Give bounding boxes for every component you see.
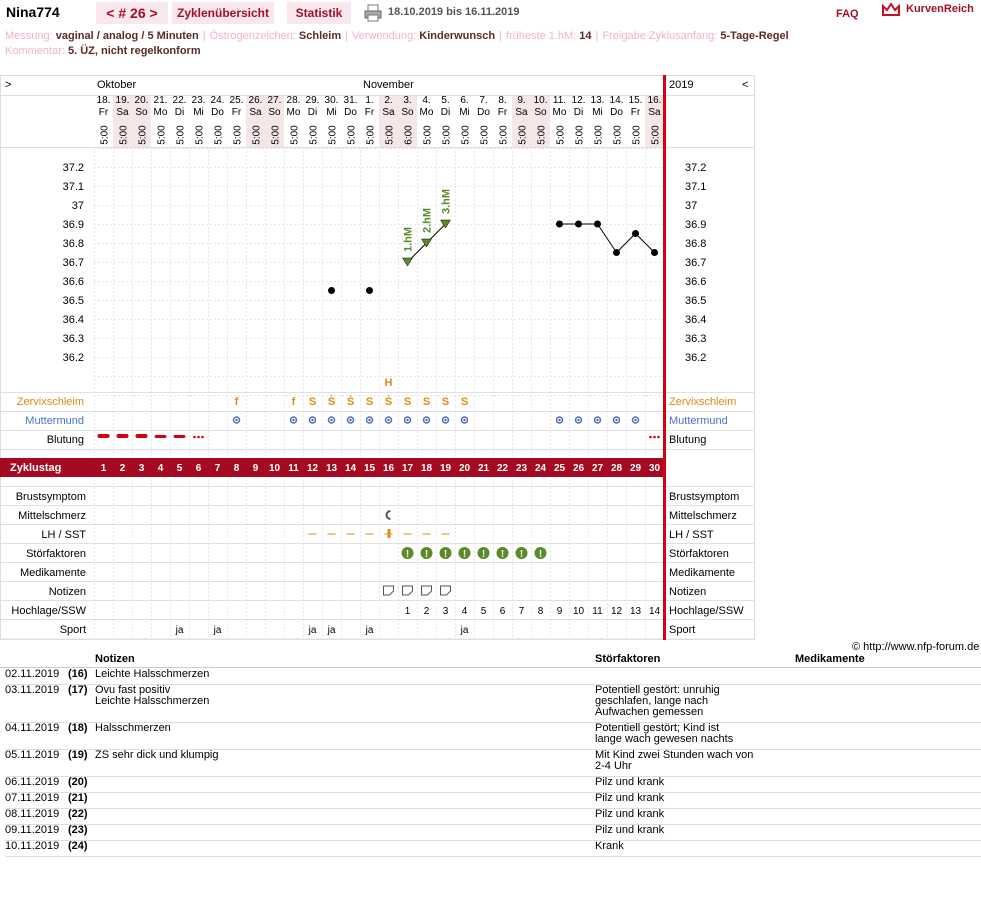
note-date: 04.11.2019 (5, 722, 60, 734)
notes-row (5, 723, 981, 750)
day-date: 3. (403, 95, 412, 106)
hochlage-value: 4 (461, 606, 468, 617)
notes-row (5, 841, 981, 857)
cervix-value: Ṡ (346, 396, 355, 408)
day-date: 7. (479, 95, 488, 106)
row-label-zervix: Zervixschleim (16, 396, 84, 408)
day-weekday: Sa (648, 107, 661, 118)
note-cycle-day: (22) (68, 808, 88, 820)
note-text: ZS sehr dick und klumpig (95, 749, 219, 761)
day-weekday: Mo (286, 107, 301, 118)
row-label-stoer: Störfaktoren (26, 548, 86, 560)
month-label: Oktober (97, 79, 137, 91)
hm-label: 1.hM (402, 226, 415, 252)
cervix-value: f (234, 396, 239, 408)
hochlage-value: 5 (480, 606, 487, 617)
medi-header: Medikamente (795, 653, 865, 665)
day-time: 5:00 (460, 125, 472, 145)
cycle-day-number: 16 (382, 463, 395, 474)
username: Nina774 (6, 4, 60, 20)
temp-tick: 37.1 (685, 181, 707, 193)
day-time: 5:00 (194, 125, 206, 145)
crown-logo-icon[interactable] (881, 2, 901, 21)
nav-prev: > (5, 79, 12, 91)
note-cycle-day: (24) (68, 840, 88, 852)
cycle-day-number: 17 (401, 463, 414, 474)
day-time: 5:00 (346, 125, 358, 145)
temp-tick: 37.2 (685, 162, 707, 174)
note-cycle-day: (16) (68, 668, 88, 680)
temp-tick: 37 (71, 200, 84, 212)
note-cycle-day: (18) (68, 722, 88, 734)
day-date: 29. (305, 95, 320, 106)
cycle-info: Messung: vaginal / analog / 5 Minuten | Östrogenzeichen: Schleim | Verwendung: Kinderwunsch | früheste 1.hM: 14 | Freigabe Zyklusanfang: 5-Tage-Regel Kommentar: 5. ÜZ, nicht regelkonform (5, 30, 789, 57)
logo-text[interactable]: KurvenReich (906, 3, 974, 15)
note-stoer: Potentiell gestört: unruhig geschlafen, lange nach Aufwachen gemessen (595, 684, 720, 718)
temp-tick: 36.8 (62, 238, 84, 250)
row-label-medi: Medikamente (19, 567, 86, 579)
note-date: 05.11.2019 (5, 749, 60, 761)
cycle-day-number: 2 (119, 463, 126, 474)
cycle-day-number: 6 (195, 463, 202, 474)
day-weekday: Mo (419, 107, 434, 118)
day-weekday: Mi (193, 107, 204, 118)
day-weekday: Fr (364, 107, 375, 118)
cycle-day-number: 19 (439, 463, 452, 474)
day-time: 5:00 (308, 125, 320, 145)
cervix-value: S (441, 396, 450, 408)
note-stoer: Pilz und krank (595, 776, 665, 788)
temp-tick: 36.5 (62, 295, 84, 307)
cervix-value: f (291, 396, 296, 408)
day-date: 28. (286, 95, 301, 106)
date-range: 18.10.2019 bis 16.11.2019 (388, 6, 520, 18)
day-time: 5:00 (251, 125, 263, 145)
day-time: 5:00 (650, 125, 662, 145)
row-label-sport: Sport (59, 624, 86, 636)
faq-link[interactable]: FAQ (836, 8, 859, 20)
print-icon[interactable] (364, 4, 382, 25)
note-date: 09.11.2019 (5, 824, 60, 836)
day-date: 20. (134, 95, 149, 106)
row-label-hochlage: Hochlage/SSW (11, 605, 86, 617)
cycle-end-marker (663, 75, 666, 640)
hochlage-value: 9 (556, 606, 563, 617)
note-date: 10.11.2019 (5, 840, 60, 852)
cervix-value: S (308, 396, 317, 408)
row-label-lh: LH / SST (41, 529, 86, 541)
month-label: November (363, 79, 414, 91)
cycle-day-number: 1 (100, 463, 107, 474)
day-date: 16. (647, 95, 662, 106)
note-text: Halsschmerzen (95, 722, 171, 734)
temp-tick: 36.4 (685, 314, 707, 326)
day-date: 12. (571, 95, 586, 106)
day-weekday: So (268, 107, 281, 118)
day-weekday: Sa (515, 107, 528, 118)
temp-tick: 36.9 (62, 219, 84, 231)
hochlage-value: 11 (592, 606, 603, 617)
note-cycle-day: (17) (68, 684, 88, 696)
row-label-mittel: Mittelschmerz (18, 510, 86, 522)
hm-label: 3.hM (440, 188, 453, 214)
notes-row (5, 669, 981, 685)
temp-tick: 36.2 (62, 352, 84, 364)
note-date: 06.11.2019 (5, 776, 60, 788)
cycle-day-number: 8 (233, 463, 240, 474)
cycle-day-number: 11 (288, 463, 299, 474)
cycle-day-number: 29 (629, 463, 642, 474)
cycle-day-number: 27 (591, 463, 604, 474)
day-weekday: So (401, 107, 414, 118)
notes-row (5, 809, 981, 825)
copyright[interactable]: © http://www.nfp-forum.de (852, 641, 980, 653)
tab-statistik[interactable]: Statistik (287, 2, 351, 24)
day-weekday: Di (573, 107, 584, 118)
day-time: 5:00 (289, 125, 301, 145)
note-date: 02.11.2019 (5, 668, 60, 680)
stoer-header: Störfaktoren (595, 653, 661, 665)
day-date: 21. (153, 95, 168, 106)
cycle-day-number: 14 (344, 463, 357, 474)
row-label-right-muttermund: Muttermund (669, 415, 728, 427)
year-label: 2019 (669, 79, 694, 91)
temp-tick: 36.7 (62, 257, 84, 269)
hochlage-value: 3 (442, 606, 449, 617)
cycle-nav[interactable]: < # 26 > (96, 2, 168, 24)
row-label-right-hochlage: Hochlage/SSW (669, 605, 744, 617)
day-date: 15. (628, 95, 643, 106)
note-text: Ovu fast positiv Leichte Halsschmerzen (95, 684, 210, 707)
hochlage-value: 14 (648, 606, 661, 617)
info-key: Verwendung: (351, 30, 420, 42)
comment-key: Kommentar: (5, 45, 68, 57)
day-date: 1. (365, 95, 374, 106)
cervix-value: Ṡ (327, 396, 336, 408)
info-key: Messung: (5, 30, 56, 42)
cervix-peak: H (384, 377, 393, 389)
info-value: 5-Tage-Regel (720, 30, 789, 42)
info-key: früheste 1.hM: (505, 30, 580, 42)
note-stoer: Pilz und krank (595, 808, 665, 820)
sport-value: ja (365, 625, 374, 636)
day-date: 25. (229, 95, 244, 106)
cycle-day-number: 9 (252, 463, 259, 474)
cycle-day-number: 5 (176, 463, 183, 474)
day-time: 5:00 (118, 125, 130, 145)
cycle-day-number: 3 (138, 463, 145, 474)
cycle-day-number: 28 (610, 463, 623, 474)
row-label-right-zervix: Zervixschleim (669, 396, 737, 408)
note-date: 08.11.2019 (5, 808, 60, 820)
note-stoer: Potentiell gestört; Kind ist lange wach gewesen nachts (595, 722, 734, 745)
row-label-muttermund: Muttermund (25, 415, 84, 427)
day-weekday: Di (440, 107, 451, 118)
sport-value: ja (175, 625, 184, 636)
day-date: 9. (517, 95, 526, 106)
cycle-day-number: 7 (214, 463, 221, 474)
cycle-day-number: 12 (306, 463, 319, 474)
cycle-day-number: 22 (496, 463, 509, 474)
day-weekday: Fr (497, 107, 508, 118)
stoerfaktor-mark: ! (481, 549, 486, 560)
day-date: 5. (441, 95, 450, 106)
note-date: 03.11.2019 (5, 684, 60, 696)
day-date: 27. (267, 95, 282, 106)
day-weekday: Sa (382, 107, 395, 118)
row-label-brust: Brustsymptom (15, 491, 86, 503)
day-weekday: Sa (249, 107, 262, 118)
day-weekday: Mi (459, 107, 470, 118)
cervix-value: S (365, 396, 374, 408)
stoerfaktor-mark: ! (424, 549, 429, 560)
stoerfaktor-mark: ! (519, 549, 524, 560)
day-weekday: Fr (98, 107, 109, 118)
note-stoer: Pilz und krank (595, 792, 665, 804)
day-date: 13. (590, 95, 605, 106)
note-date: 07.11.2019 (5, 792, 60, 804)
day-time: 5:00 (479, 125, 491, 145)
temp-tick: 36.7 (685, 257, 707, 269)
day-weekday: Fr (231, 107, 242, 118)
day-weekday: Do (610, 107, 623, 118)
notes-header: Notizen (95, 653, 135, 665)
hm-label: 2.hM (421, 207, 434, 233)
temp-tick: 37.1 (62, 181, 84, 193)
day-date: 11. (552, 95, 567, 106)
day-weekday: Mo (153, 107, 168, 118)
day-time: 5:00 (156, 125, 168, 145)
temp-tick: 37 (685, 200, 698, 212)
day-weekday: Sa (116, 107, 129, 118)
day-time: 5:00 (574, 125, 586, 145)
temp-tick: 36.5 (685, 295, 707, 307)
day-time: 5:00 (137, 125, 149, 145)
day-date: 19. (115, 95, 130, 106)
note-cycle-day: (19) (68, 749, 88, 761)
day-weekday: Mi (326, 107, 337, 118)
hochlage-value: 2 (423, 606, 430, 617)
day-time: 5:00 (213, 125, 225, 145)
day-weekday: Do (344, 107, 357, 118)
sport-value: ja (460, 625, 469, 636)
hochlage-value: 1 (404, 606, 411, 617)
info-value: Kinderwunsch (419, 30, 496, 42)
cycle-day-number: 15 (363, 463, 376, 474)
row-label-right-notizen: Notizen (669, 586, 707, 598)
cervix-value: S (403, 396, 412, 408)
day-time: 5:00 (517, 125, 529, 145)
day-time: 5:00 (99, 125, 111, 145)
day-date: 4. (422, 95, 431, 106)
day-weekday: Di (307, 107, 318, 118)
cycle-day-number: 25 (553, 463, 566, 474)
day-date: 2. (384, 95, 393, 106)
info-key: Freigabe Zyklusanfang: (602, 30, 721, 42)
row-label-blutung: Blutung (46, 434, 84, 446)
notes-row (5, 750, 981, 777)
row-label-right-lh: LH / SST (669, 529, 714, 541)
cervix-value: S (460, 396, 469, 408)
cycle-day-number: 20 (458, 463, 471, 474)
day-weekday: So (534, 107, 547, 118)
day-weekday: Mi (592, 107, 603, 118)
cycle-day-number: 4 (157, 463, 164, 474)
day-weekday: Fr (630, 107, 641, 118)
top-bar (0, 0, 981, 27)
notes-row (5, 793, 981, 809)
day-time: 5:00 (365, 125, 377, 145)
day-date: 30. (324, 95, 339, 106)
info-value: 14 (579, 30, 592, 42)
cycle-day-label: Zyklustag (10, 462, 62, 474)
day-time: 5:00 (175, 125, 187, 145)
day-time: 5:00 (270, 125, 282, 145)
day-time: 5:00 (631, 125, 643, 145)
row-label-right-sport: Sport (669, 624, 696, 636)
day-date: 6. (460, 95, 469, 106)
row-label-right-blutung: Blutung (669, 434, 707, 446)
note-cycle-day: (21) (68, 792, 88, 804)
comment-value: 5. ÜZ, nicht regelkonform (67, 45, 201, 57)
hochlage-value: 13 (629, 606, 642, 617)
day-time: 5:00 (536, 125, 548, 145)
day-date: 24. (210, 95, 225, 106)
note-stoer: Mit Kind zwei Stunden wach von 2-4 Uhr (595, 749, 754, 772)
stoerfaktor-mark: ! (405, 549, 410, 560)
row-label-right-mittel: Mittelschmerz (669, 510, 737, 522)
cycle-day-number: 10 (268, 463, 281, 474)
day-time: 5:00 (327, 125, 339, 145)
hochlage-value: 12 (610, 606, 623, 617)
cycle-day-number: 24 (534, 463, 547, 474)
row-label-notizen: Notizen (48, 586, 86, 598)
temp-tick: 36.9 (685, 219, 707, 231)
day-time: 5:00 (232, 125, 244, 145)
day-date: 10. (533, 95, 548, 106)
info-value: vaginal / analog / 5 Minuten (55, 30, 199, 42)
note-stoer: Pilz und krank (595, 824, 665, 836)
day-date: 31. (343, 95, 358, 106)
cycle-day-number: 18 (420, 463, 433, 474)
note-cycle-day: (23) (68, 824, 88, 836)
day-time: 5:00 (612, 125, 624, 145)
day-date: 26. (248, 95, 263, 106)
notes-row (5, 685, 981, 723)
cycle-day-number: 26 (572, 463, 585, 474)
sport-value: ja (327, 625, 336, 636)
info-value: Schleim (298, 30, 342, 42)
row-label-right-medi: Medikamente (669, 567, 736, 579)
temp-tick: 36.4 (62, 314, 84, 326)
day-date: 23. (191, 95, 206, 106)
temp-tick: 36.3 (62, 333, 84, 345)
day-time: 5:00 (384, 125, 396, 145)
row-label-right-brust: Brustsymptom (669, 491, 740, 503)
day-time: 5:00 (593, 125, 605, 145)
sport-value: ja (213, 625, 222, 636)
note-cycle-day: (20) (68, 776, 88, 788)
day-weekday: Do (211, 107, 224, 118)
notes-row (5, 825, 981, 841)
temp-tick: 36.2 (685, 352, 707, 364)
day-weekday: Mo (552, 107, 567, 118)
notes-row (5, 777, 981, 793)
tab-zyklenuebersicht[interactable]: Zyklenübersicht (172, 2, 274, 24)
day-date: 22. (172, 95, 187, 106)
temp-tick: 36.6 (62, 276, 84, 288)
chart-labels (0, 75, 755, 640)
day-date: 14. (609, 95, 624, 106)
stoerfaktor-mark: ! (443, 549, 448, 560)
info-key: Östrogenzeichen: (209, 30, 299, 42)
hochlage-value: 8 (537, 606, 544, 617)
day-time: 5:00 (422, 125, 434, 145)
stoerfaktor-mark: ! (462, 549, 467, 560)
hochlage-value: 10 (572, 606, 585, 617)
cervix-value: S (422, 396, 431, 408)
day-time: 5:00 (555, 125, 567, 145)
day-time: 5:00 (441, 125, 453, 145)
note-text: Leichte Halsschmerzen (95, 668, 210, 680)
cervix-value: Ṡ (384, 396, 393, 408)
stoerfaktor-mark: ! (500, 549, 505, 560)
nav-next: < (742, 79, 749, 91)
sport-value: ja (308, 625, 317, 636)
day-weekday: Di (174, 107, 185, 118)
stoerfaktor-mark: ! (538, 549, 543, 560)
cycle-day-number: 21 (477, 463, 490, 474)
row-label-right-stoer: Störfaktoren (669, 548, 729, 560)
temp-tick: 36.6 (685, 276, 707, 288)
temp-tick: 37.2 (62, 162, 84, 174)
cycle-day-number: 23 (515, 463, 528, 474)
day-date: 18. (96, 95, 111, 106)
hochlage-value: 6 (499, 606, 506, 617)
hochlage-value: 7 (518, 606, 525, 617)
cycle-day-number: 30 (648, 463, 661, 474)
cycle-day-number: 13 (325, 463, 338, 474)
day-time: 5:00 (498, 125, 510, 145)
day-weekday: Do (477, 107, 490, 118)
day-date: 8. (498, 95, 507, 106)
day-time: 6:00 (403, 125, 415, 145)
temp-tick: 36.3 (685, 333, 707, 345)
day-weekday: So (135, 107, 148, 118)
temp-tick: 36.8 (685, 238, 707, 250)
note-stoer: Krank (595, 840, 624, 852)
